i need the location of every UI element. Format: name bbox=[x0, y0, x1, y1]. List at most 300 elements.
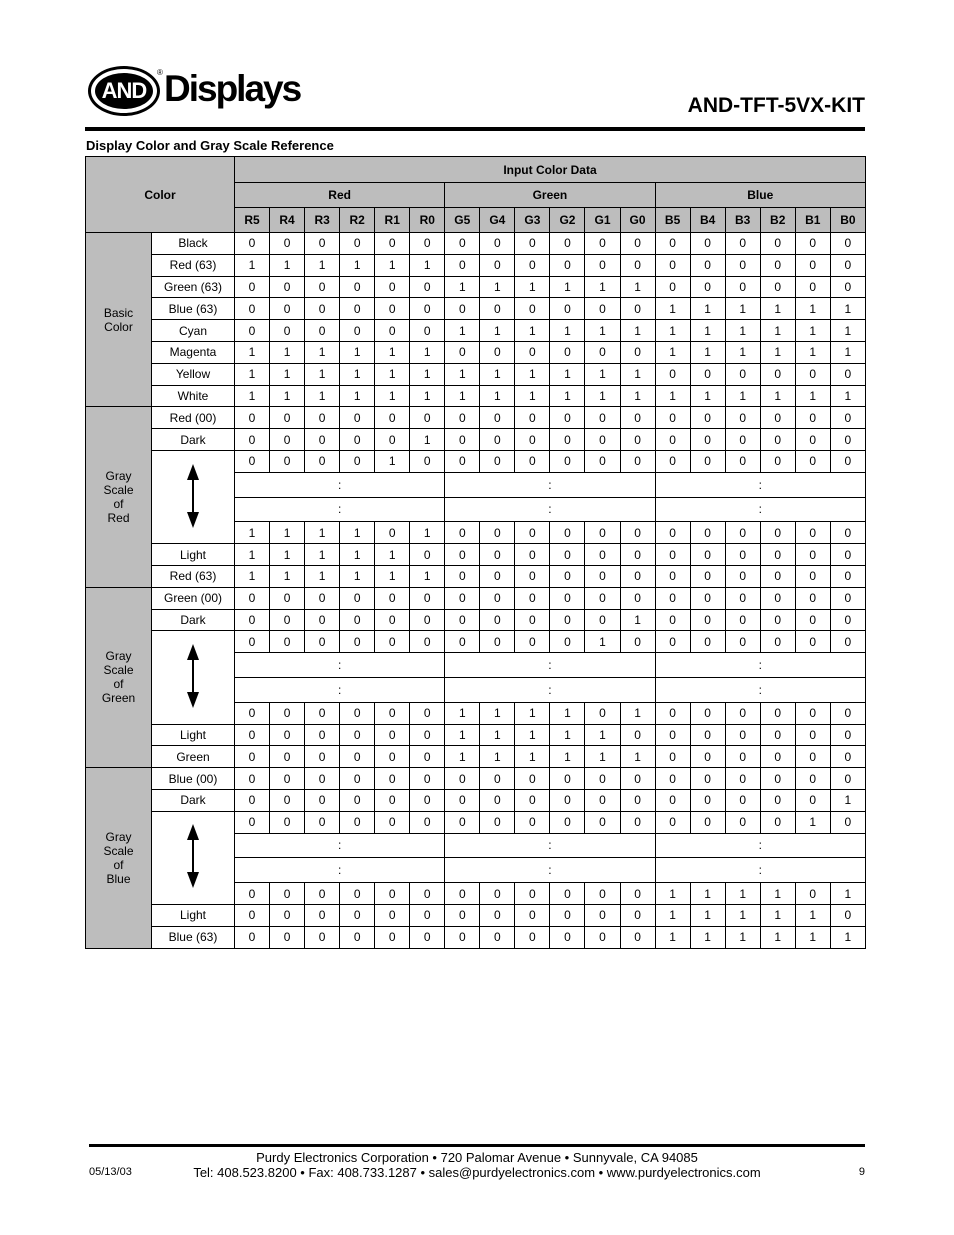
ellipsis-cell: : bbox=[655, 833, 865, 858]
arrow-cell bbox=[152, 631, 235, 724]
bit-cell: 0 bbox=[480, 544, 515, 566]
bit-cell: 0 bbox=[305, 609, 340, 631]
bit-header-r3: R3 bbox=[305, 208, 340, 233]
bit-cell: 0 bbox=[725, 789, 760, 811]
bit-cell: 0 bbox=[795, 587, 830, 609]
bit-cell: 0 bbox=[445, 544, 480, 566]
bit-cell: 0 bbox=[375, 724, 410, 746]
input-color-data-header: Input Color Data bbox=[235, 157, 866, 183]
bit-cell: 0 bbox=[795, 609, 830, 631]
bit-cell: 1 bbox=[305, 254, 340, 276]
ellipsis-cell: : bbox=[445, 833, 655, 858]
bit-cell: 0 bbox=[375, 789, 410, 811]
bit-cell: 1 bbox=[375, 544, 410, 566]
bit-cell: 1 bbox=[445, 702, 480, 724]
bit-cell: 0 bbox=[270, 587, 305, 609]
bit-cell: 0 bbox=[235, 233, 270, 255]
bit-cell: 0 bbox=[725, 811, 760, 833]
bit-cell: 0 bbox=[270, 609, 305, 631]
bit-cell: 0 bbox=[340, 276, 375, 298]
table-row bbox=[86, 746, 866, 768]
bit-cell: 0 bbox=[760, 789, 795, 811]
bit-cell: 0 bbox=[690, 450, 725, 472]
bit-cell: 0 bbox=[550, 450, 585, 472]
bit-cell: 1 bbox=[725, 904, 760, 926]
bit-cell: 1 bbox=[235, 363, 270, 385]
bit-cell: 0 bbox=[235, 609, 270, 631]
color-reference-table bbox=[85, 156, 866, 949]
bit-cell: 0 bbox=[305, 631, 340, 653]
bit-cell: 0 bbox=[725, 254, 760, 276]
color-name: Black bbox=[152, 233, 235, 255]
bit-cell: 0 bbox=[515, 565, 550, 587]
bit-cell: 0 bbox=[830, 587, 865, 609]
bit-cell: 0 bbox=[830, 904, 865, 926]
bit-cell: 0 bbox=[760, 587, 795, 609]
bit-cell: 0 bbox=[795, 724, 830, 746]
bit-cell: 0 bbox=[480, 522, 515, 544]
bit-cell: 0 bbox=[480, 631, 515, 653]
bit-cell: 0 bbox=[725, 609, 760, 631]
bit-cell: 0 bbox=[445, 789, 480, 811]
light-label: Light bbox=[152, 544, 235, 566]
bit-cell: 0 bbox=[830, 522, 865, 544]
ellipsis-cell: : bbox=[655, 472, 865, 497]
bit-cell: 0 bbox=[690, 407, 725, 429]
bit-cell: 0 bbox=[620, 341, 655, 363]
bit-cell: 1 bbox=[585, 631, 620, 653]
bit-cell: 1 bbox=[760, 298, 795, 320]
bit-cell: 0 bbox=[340, 702, 375, 724]
light-label: Light bbox=[152, 904, 235, 926]
bit-cell: 1 bbox=[480, 320, 515, 342]
bit-cell: 0 bbox=[725, 233, 760, 255]
bit-cell: 0 bbox=[235, 811, 270, 833]
bit-cell: 0 bbox=[445, 450, 480, 472]
bit-header-r4: R4 bbox=[270, 208, 305, 233]
bit-cell: 0 bbox=[760, 544, 795, 566]
bit-cell: 0 bbox=[445, 926, 480, 948]
bit-cell: 0 bbox=[620, 926, 655, 948]
bit-cell: 0 bbox=[725, 276, 760, 298]
table-row bbox=[86, 811, 866, 833]
bit-cell: 0 bbox=[340, 904, 375, 926]
bit-cell: 0 bbox=[760, 746, 795, 768]
bit-cell: 0 bbox=[480, 904, 515, 926]
bit-cell: 0 bbox=[235, 320, 270, 342]
bit-cell: 0 bbox=[375, 320, 410, 342]
bit-cell: 0 bbox=[760, 363, 795, 385]
color-name: Green (00) bbox=[152, 587, 235, 609]
bit-cell: 0 bbox=[585, 587, 620, 609]
bit-cell: 0 bbox=[655, 768, 690, 790]
section-label: Gray Scale of Green bbox=[86, 587, 152, 767]
bit-cell: 0 bbox=[270, 450, 305, 472]
bit-cell: 0 bbox=[340, 631, 375, 653]
bit-cell: 0 bbox=[830, 429, 865, 451]
bit-cell: 0 bbox=[655, 587, 690, 609]
bit-cell: 0 bbox=[830, 276, 865, 298]
bit-cell: 1 bbox=[795, 298, 830, 320]
bit-cell: 0 bbox=[235, 429, 270, 451]
bit-cell: 1 bbox=[515, 702, 550, 724]
bit-cell: 0 bbox=[480, 341, 515, 363]
ellipsis-cell: : bbox=[235, 833, 445, 858]
bit-cell: 0 bbox=[550, 811, 585, 833]
bit-cell: 0 bbox=[585, 565, 620, 587]
bit-cell: 0 bbox=[305, 429, 340, 451]
footer-date: 05/13/03 bbox=[89, 1166, 132, 1178]
bit-cell: 1 bbox=[795, 385, 830, 407]
bit-cell: 0 bbox=[795, 565, 830, 587]
bit-header-g1: G1 bbox=[585, 208, 620, 233]
bit-cell: 0 bbox=[830, 631, 865, 653]
bit-cell: 1 bbox=[795, 320, 830, 342]
bit-cell: 0 bbox=[550, 789, 585, 811]
bit-cell: 0 bbox=[445, 631, 480, 653]
bit-cell: 0 bbox=[550, 883, 585, 905]
bit-cell: 1 bbox=[620, 363, 655, 385]
section-label: Basic Color bbox=[86, 233, 152, 407]
bit-cell: 0 bbox=[760, 631, 795, 653]
bit-cell: 1 bbox=[655, 883, 690, 905]
bit-header-b2: B2 bbox=[760, 208, 795, 233]
bit-cell: 0 bbox=[305, 746, 340, 768]
bit-cell: 0 bbox=[480, 587, 515, 609]
bit-cell: 0 bbox=[270, 407, 305, 429]
bit-cell: 0 bbox=[375, 702, 410, 724]
bit-cell: 0 bbox=[410, 883, 445, 905]
bit-cell: 1 bbox=[270, 565, 305, 587]
double-arrow-icon bbox=[186, 464, 200, 528]
bit-cell: 0 bbox=[375, 883, 410, 905]
bit-cell: 0 bbox=[725, 450, 760, 472]
bit-cell: 0 bbox=[340, 320, 375, 342]
table-row bbox=[86, 789, 866, 811]
bit-cell: 0 bbox=[305, 276, 340, 298]
bit-cell: 1 bbox=[305, 341, 340, 363]
bit-cell: 0 bbox=[690, 724, 725, 746]
bit-cell: 1 bbox=[830, 883, 865, 905]
page-number: 9 bbox=[858, 1166, 865, 1178]
bit-cell: 0 bbox=[620, 904, 655, 926]
bit-cell: 0 bbox=[235, 768, 270, 790]
table-row bbox=[86, 450, 866, 472]
bit-cell: 0 bbox=[760, 233, 795, 255]
bit-cell: 0 bbox=[655, 450, 690, 472]
bit-cell: 0 bbox=[515, 609, 550, 631]
bit-cell: 1 bbox=[375, 565, 410, 587]
bit-cell: 1 bbox=[620, 276, 655, 298]
bit-cell: 0 bbox=[305, 450, 340, 472]
bit-cell: 1 bbox=[620, 702, 655, 724]
bit-cell: 0 bbox=[270, 789, 305, 811]
table-row bbox=[86, 631, 866, 653]
bit-cell: 1 bbox=[550, 320, 585, 342]
bit-cell: 1 bbox=[620, 385, 655, 407]
bit-cell: 0 bbox=[445, 587, 480, 609]
table-row bbox=[86, 904, 866, 926]
bit-cell: 0 bbox=[655, 631, 690, 653]
bit-cell: 1 bbox=[340, 363, 375, 385]
bit-cell: 0 bbox=[305, 926, 340, 948]
bit-cell: 0 bbox=[445, 609, 480, 631]
bit-cell: 0 bbox=[725, 587, 760, 609]
bit-cell: 0 bbox=[620, 298, 655, 320]
bit-header-g5: G5 bbox=[445, 208, 480, 233]
bit-cell: 0 bbox=[410, 276, 445, 298]
bit-cell: 0 bbox=[760, 565, 795, 587]
bit-cell: 1 bbox=[305, 565, 340, 587]
bit-cell: 0 bbox=[655, 254, 690, 276]
ellipsis-cell: : bbox=[655, 653, 865, 678]
bit-cell: 1 bbox=[620, 609, 655, 631]
bit-cell: 1 bbox=[760, 341, 795, 363]
bit-cell: 0 bbox=[655, 429, 690, 451]
bit-cell: 0 bbox=[620, 768, 655, 790]
bit-cell: 0 bbox=[480, 429, 515, 451]
bit-cell: 0 bbox=[585, 450, 620, 472]
bit-cell: 1 bbox=[445, 385, 480, 407]
bit-cell: 0 bbox=[270, 883, 305, 905]
bit-cell: 0 bbox=[375, 609, 410, 631]
ellipsis-cell: : bbox=[655, 677, 865, 702]
bit-cell: 0 bbox=[655, 724, 690, 746]
bit-cell: 0 bbox=[655, 746, 690, 768]
bit-cell: 0 bbox=[305, 320, 340, 342]
bit-cell: 1 bbox=[270, 385, 305, 407]
bit-cell: 0 bbox=[690, 811, 725, 833]
bit-cell: 0 bbox=[760, 609, 795, 631]
bit-cell: 0 bbox=[655, 789, 690, 811]
bit-cell: 0 bbox=[725, 363, 760, 385]
bit-cell: 1 bbox=[375, 254, 410, 276]
arrow-cell bbox=[152, 811, 235, 904]
bit-cell: 0 bbox=[760, 429, 795, 451]
bit-cell: 0 bbox=[585, 609, 620, 631]
bit-cell: 1 bbox=[305, 385, 340, 407]
table-row bbox=[86, 724, 866, 746]
header-row bbox=[86, 157, 866, 183]
bit-header-r2: R2 bbox=[340, 208, 375, 233]
bit-cell: 0 bbox=[235, 631, 270, 653]
bit-cell: 0 bbox=[235, 883, 270, 905]
bit-cell: 1 bbox=[445, 320, 480, 342]
bit-cell: 0 bbox=[830, 407, 865, 429]
bit-cell: 0 bbox=[725, 702, 760, 724]
ellipsis-cell: : bbox=[235, 677, 445, 702]
bit-cell: 0 bbox=[480, 811, 515, 833]
bit-cell: 0 bbox=[305, 811, 340, 833]
color-name: Red (63) bbox=[152, 254, 235, 276]
bit-cell: 0 bbox=[270, 904, 305, 926]
bit-cell: 0 bbox=[585, 298, 620, 320]
bit-cell: 0 bbox=[690, 565, 725, 587]
bit-cell: 1 bbox=[585, 363, 620, 385]
bit-cell: 0 bbox=[655, 276, 690, 298]
bit-cell: 0 bbox=[550, 904, 585, 926]
bit-cell: 1 bbox=[690, 904, 725, 926]
bit-cell: 1 bbox=[235, 544, 270, 566]
bit-cell: 0 bbox=[585, 522, 620, 544]
bit-cell: 0 bbox=[550, 298, 585, 320]
bit-cell: 1 bbox=[725, 926, 760, 948]
bit-cell: 0 bbox=[620, 631, 655, 653]
bit-cell: 0 bbox=[550, 926, 585, 948]
bit-cell: 0 bbox=[725, 429, 760, 451]
bit-cell: 0 bbox=[305, 407, 340, 429]
bit-header-b3: B3 bbox=[725, 208, 760, 233]
bit-cell: 1 bbox=[445, 363, 480, 385]
bit-header-b4: B4 bbox=[690, 208, 725, 233]
bit-cell: 0 bbox=[305, 233, 340, 255]
bit-cell: 0 bbox=[305, 768, 340, 790]
bit-cell: 0 bbox=[830, 565, 865, 587]
bit-cell: 0 bbox=[690, 254, 725, 276]
bit-cell: 0 bbox=[410, 407, 445, 429]
bit-cell: 0 bbox=[270, 631, 305, 653]
bit-cell: 1 bbox=[410, 385, 445, 407]
bit-cell: 0 bbox=[270, 768, 305, 790]
bit-header-g3: G3 bbox=[515, 208, 550, 233]
bit-cell: 1 bbox=[690, 341, 725, 363]
color-name: Blue (00) bbox=[152, 768, 235, 790]
dark-label: Dark bbox=[152, 789, 235, 811]
bit-cell: 0 bbox=[690, 363, 725, 385]
bit-cell: 0 bbox=[410, 320, 445, 342]
bit-cell: 1 bbox=[515, 276, 550, 298]
bit-cell: 1 bbox=[410, 341, 445, 363]
bit-cell: 0 bbox=[270, 926, 305, 948]
bit-cell: 0 bbox=[340, 926, 375, 948]
bit-cell: 0 bbox=[795, 254, 830, 276]
bit-cell: 1 bbox=[585, 746, 620, 768]
bit-cell: 1 bbox=[480, 276, 515, 298]
bit-cell: 0 bbox=[515, 904, 550, 926]
section-title: Display Color and Gray Scale Reference bbox=[86, 138, 334, 153]
footer-address: Purdy Electronics Corporation • 720 Palomar Avenue • Sunnyvale, CA 94085 bbox=[256, 1150, 698, 1165]
bit-cell: 0 bbox=[620, 724, 655, 746]
bit-cell: 0 bbox=[235, 587, 270, 609]
color-name: Red (00) bbox=[152, 407, 235, 429]
bit-cell: 0 bbox=[690, 631, 725, 653]
bit-cell: 0 bbox=[480, 609, 515, 631]
ellipsis-cell: : bbox=[235, 858, 445, 883]
bit-cell: 0 bbox=[655, 565, 690, 587]
bit-cell: 0 bbox=[235, 746, 270, 768]
bit-cell: 0 bbox=[585, 926, 620, 948]
bit-cell: 0 bbox=[270, 320, 305, 342]
bit-header-b1: B1 bbox=[795, 208, 830, 233]
color-name: Cyan bbox=[152, 320, 235, 342]
bit-cell: 0 bbox=[340, 746, 375, 768]
bit-cell: 0 bbox=[725, 631, 760, 653]
bit-cell: 0 bbox=[830, 450, 865, 472]
table-row bbox=[86, 926, 866, 948]
bit-cell: 0 bbox=[585, 768, 620, 790]
bit-cell: 1 bbox=[410, 565, 445, 587]
bit-cell: 0 bbox=[270, 702, 305, 724]
bit-cell: 1 bbox=[830, 926, 865, 948]
bit-cell: 1 bbox=[515, 724, 550, 746]
bit-cell: 0 bbox=[550, 522, 585, 544]
footer-contact: Tel: 408.523.8200 • Fax: 408.733.1287 • sales@purdyelectronics.com • www.purdyelectronics.com bbox=[193, 1165, 761, 1180]
bit-cell: 0 bbox=[620, 565, 655, 587]
bit-cell: 0 bbox=[515, 341, 550, 363]
ellipsis-cell: : bbox=[445, 472, 655, 497]
bit-cell: 1 bbox=[690, 298, 725, 320]
bit-cell: 0 bbox=[235, 926, 270, 948]
bit-cell: 1 bbox=[515, 363, 550, 385]
bit-cell: 0 bbox=[340, 407, 375, 429]
bit-cell: 0 bbox=[375, 631, 410, 653]
bit-cell: 0 bbox=[270, 724, 305, 746]
double-arrow-icon bbox=[186, 824, 200, 888]
bit-cell: 1 bbox=[235, 522, 270, 544]
bit-cell: 0 bbox=[445, 565, 480, 587]
table-row bbox=[86, 768, 866, 790]
bit-cell: 0 bbox=[305, 298, 340, 320]
bit-cell: 1 bbox=[550, 702, 585, 724]
bit-cell: 0 bbox=[410, 450, 445, 472]
bit-cell: 0 bbox=[445, 407, 480, 429]
arrow-cell bbox=[152, 450, 235, 543]
bit-cell: 0 bbox=[690, 544, 725, 566]
bit-cell: 1 bbox=[235, 341, 270, 363]
bit-cell: 1 bbox=[655, 320, 690, 342]
bit-cell: 1 bbox=[760, 883, 795, 905]
bit-cell: 1 bbox=[445, 724, 480, 746]
bit-cell: 1 bbox=[830, 320, 865, 342]
light-label: Light bbox=[152, 724, 235, 746]
bit-cell: 0 bbox=[795, 883, 830, 905]
ellipsis-cell: : bbox=[445, 653, 655, 678]
bit-cell: 0 bbox=[515, 811, 550, 833]
bit-cell: 0 bbox=[690, 746, 725, 768]
bit-cell: 0 bbox=[760, 450, 795, 472]
bit-cell: 0 bbox=[515, 429, 550, 451]
bit-cell: 0 bbox=[655, 811, 690, 833]
bit-cell: 0 bbox=[585, 811, 620, 833]
bit-cell: 0 bbox=[410, 609, 445, 631]
bit-cell: 0 bbox=[550, 233, 585, 255]
bit-cell: 0 bbox=[795, 702, 830, 724]
bit-cell: 0 bbox=[375, 926, 410, 948]
bit-cell: 0 bbox=[235, 904, 270, 926]
bit-cell: 0 bbox=[515, 450, 550, 472]
bit-cell: 1 bbox=[340, 522, 375, 544]
bit-cell: 1 bbox=[480, 385, 515, 407]
bit-cell: 0 bbox=[550, 631, 585, 653]
bit-cell: 0 bbox=[655, 544, 690, 566]
bit-cell: 0 bbox=[585, 254, 620, 276]
bit-cell: 0 bbox=[515, 254, 550, 276]
bit-cell: 0 bbox=[515, 631, 550, 653]
bit-cell: 1 bbox=[375, 363, 410, 385]
bit-cell: 0 bbox=[550, 587, 585, 609]
bit-cell: 0 bbox=[270, 811, 305, 833]
group-header-red: Red bbox=[235, 183, 445, 208]
bit-cell: 0 bbox=[410, 789, 445, 811]
company-logo bbox=[88, 64, 303, 122]
bit-cell: 0 bbox=[585, 233, 620, 255]
table-row bbox=[86, 363, 866, 385]
bit-cell: 1 bbox=[550, 276, 585, 298]
model-number: AND-TFT-5VX-KIT bbox=[687, 94, 865, 117]
bit-cell: 1 bbox=[340, 341, 375, 363]
bit-cell: 0 bbox=[585, 789, 620, 811]
footer-rule bbox=[89, 1144, 865, 1147]
